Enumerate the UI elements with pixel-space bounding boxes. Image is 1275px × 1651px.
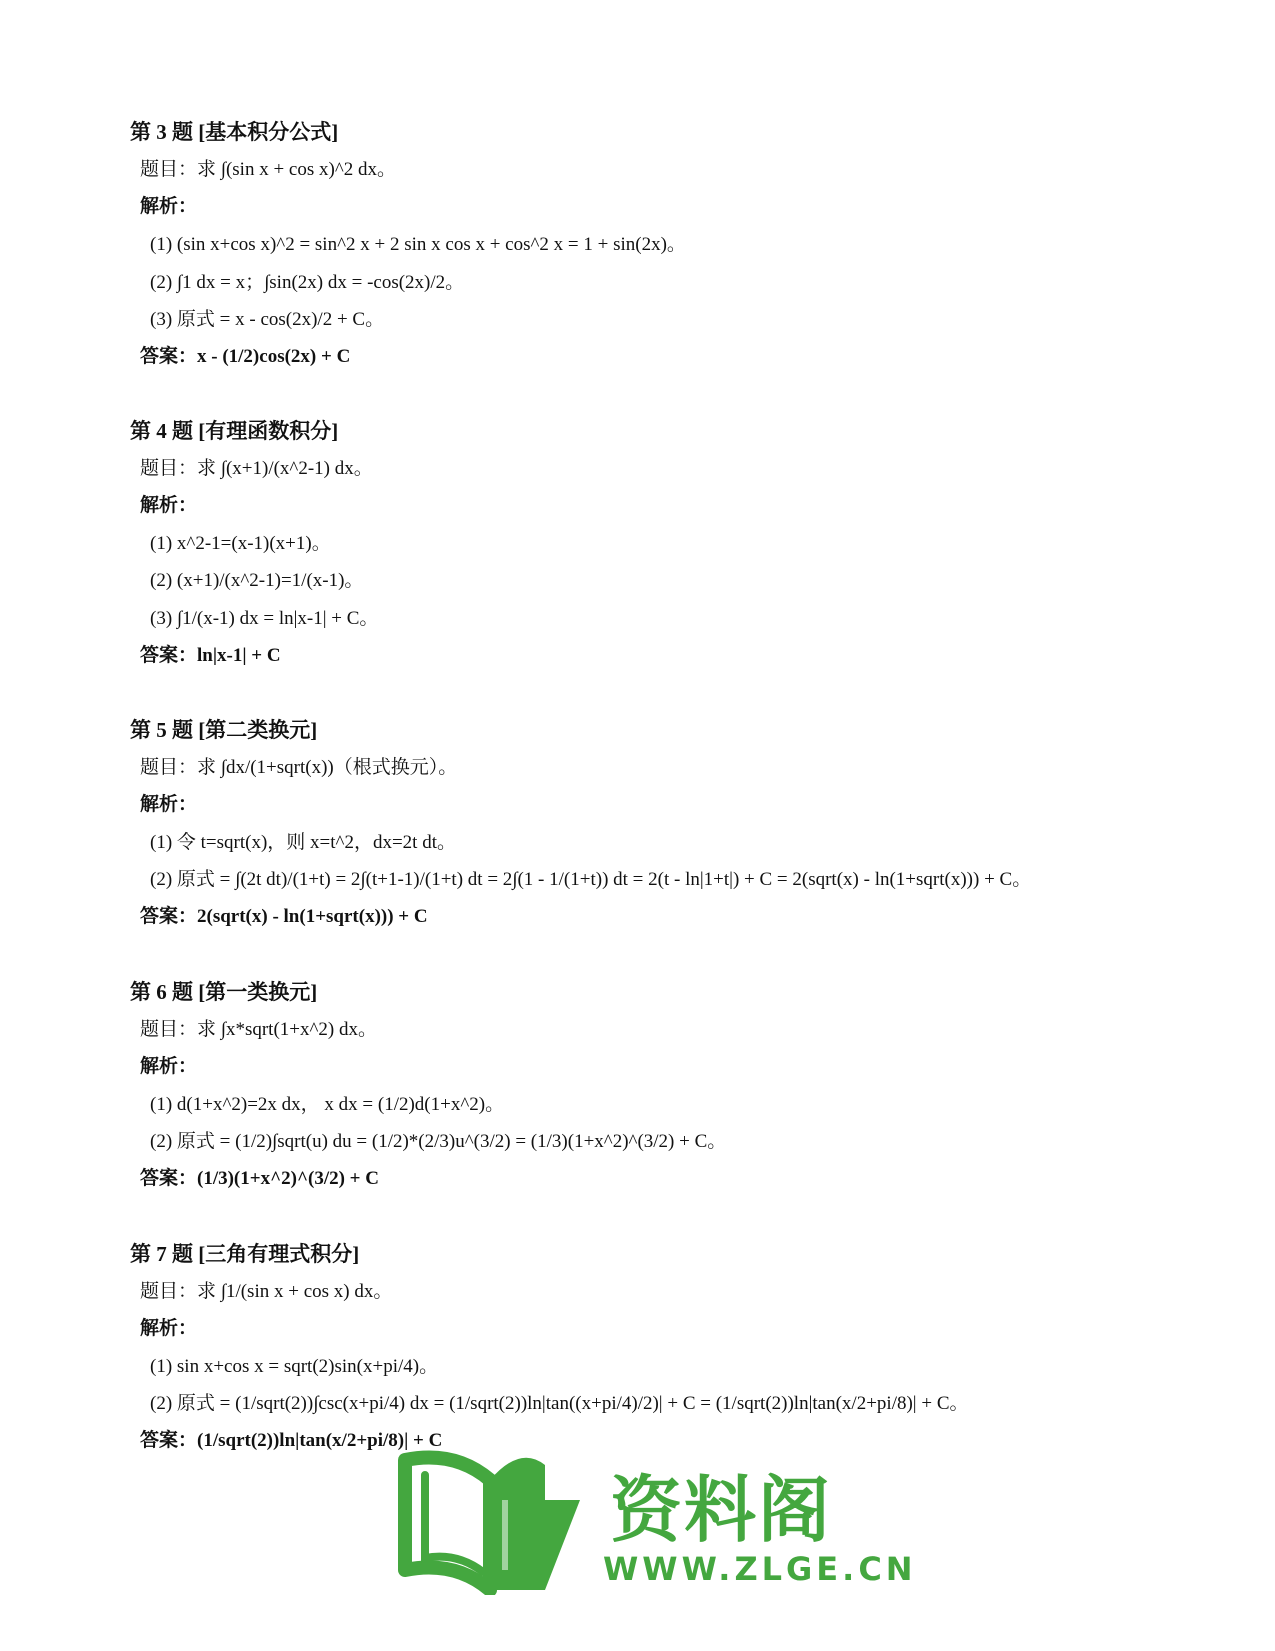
problem-heading: 第 6 题 [第一类换元]	[130, 980, 318, 1004]
analysis-step: (1) sin x+cos x = sqrt(2)sin(x+pi/4)。	[150, 1356, 439, 1377]
analysis-step: (1) x^2-1=(x-1)(x+1)。	[150, 533, 331, 554]
open-book-icon	[395, 1440, 595, 1595]
problem-heading: 第 4 题 [有理函数积分]	[130, 419, 339, 443]
problem-answer: 答案：(1/3)(1+x^2)^(3/2) + C	[140, 1168, 379, 1189]
analysis-label: 解析：	[140, 1056, 198, 1077]
problem-question: 题目：求 ∫(x+1)/(x^2-1) dx。	[140, 458, 373, 479]
watermark-url: WWW.ZLGE.CN	[603, 1550, 917, 1588]
problem-heading: 第 5 题 [第二类换元]	[130, 718, 318, 742]
problem-answer: 答案：(1/sqrt(2))ln|tan(x/2+pi/8)| + C	[140, 1430, 443, 1451]
analysis-step: (1) 令 t=sqrt(x)，则 x=t^2，dx=2t dt。	[150, 832, 456, 853]
problem-question: 题目：求 ∫(sin x + cos x)^2 dx。	[140, 159, 396, 180]
problem-answer: 答案：2(sqrt(x) - ln(1+sqrt(x))) + C	[140, 906, 428, 927]
analysis-label: 解析：	[140, 196, 198, 217]
analysis-step: (2) 原式 = (1/2)∫sqrt(u) du = (1/2)*(2/3)u^(3/2) = (1/3)(1+x^2)^(3/2) + C。	[150, 1131, 727, 1152]
analysis-step: (1) (sin x+cos x)^2 = sin^2 x + 2 sin x cos x + cos^2 x = 1 + sin(2x)。	[150, 234, 686, 255]
watermark-logo	[395, 1440, 917, 1600]
problem-answer: 答案：ln|x-1| + C	[140, 645, 281, 666]
problem-heading: 第 3 题 [基本积分公式]	[130, 120, 339, 144]
analysis-step: (1) d(1+x^2)=2x dx， x dx = (1/2)d(1+x^2)。	[150, 1094, 505, 1115]
analysis-label: 解析：	[140, 495, 198, 516]
problem-question: 题目：求 ∫dx/(1+sqrt(x))（根式换元）。	[140, 757, 458, 778]
analysis-label: 解析：	[140, 1318, 198, 1339]
problem-question: 题目：求 ∫1/(sin x + cos x) dx。	[140, 1281, 393, 1302]
problem-heading: 第 7 题 [三角有理式积分]	[130, 1242, 360, 1266]
watermark-title: 资料阁	[610, 1468, 833, 1552]
analysis-step: (2) 原式 = (1/sqrt(2))∫csc(x+pi/4) dx = (1/sqrt(2))ln|tan((x+pi/4)/2)| + C = (1/sqrt(2))ln|tan(x/2+pi/8)| + C。	[150, 1393, 969, 1414]
analysis-label: 解析：	[140, 794, 198, 815]
problem-question: 题目：求 ∫x*sqrt(1+x^2) dx。	[140, 1019, 377, 1040]
analysis-step: (3) ∫1/(x-1) dx = ln|x-1| + C。	[150, 608, 379, 629]
problem-answer: 答案：x - (1/2)cos(2x) + C	[140, 346, 351, 367]
analysis-step: (2) 原式 = ∫(2t dt)/(1+t) = 2∫(t+1-1)/(1+t) dt = 2∫(1 - 1/(1+t)) dt = 2(t - ln|1+t|) + C = 2(sqrt(x) - ln(1+sqrt(x))) + C。	[150, 869, 1032, 890]
analysis-step: (3) 原式 = x - cos(2x)/2 + C。	[150, 309, 385, 330]
analysis-step: (2) ∫1 dx = x；∫sin(2x) dx = -cos(2x)/2。	[150, 272, 465, 293]
analysis-step: (2) (x+1)/(x^2-1)=1/(x-1)。	[150, 570, 364, 591]
